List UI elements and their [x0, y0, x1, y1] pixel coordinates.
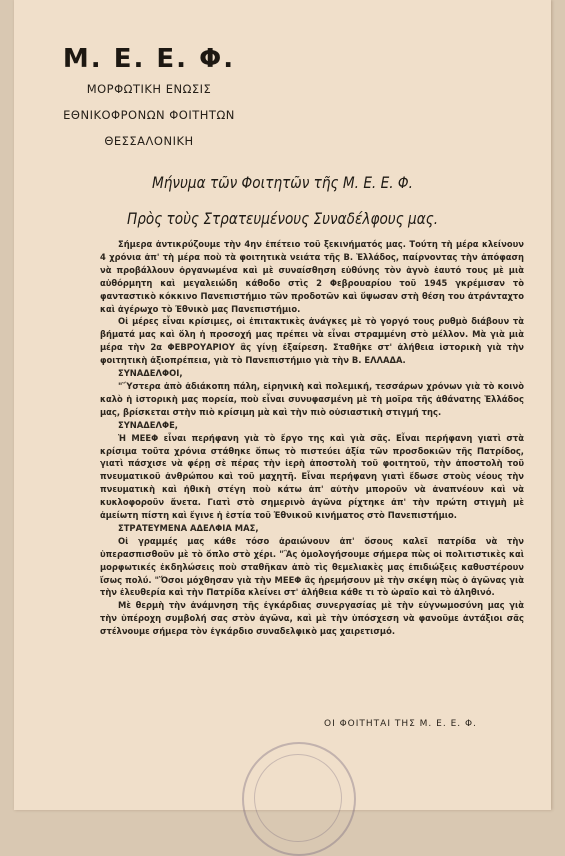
greeting-2: ΣΥΝΑΔΕΛΦΕ, — [118, 419, 178, 430]
organization-name: Μ. Ε. Ε. Φ. — [62, 44, 236, 74]
greeting-3: ΣΤΡΑΤΕΥΜΕΝΑ ΑΔΕΛΦΙΑ ΜΑΣ, — [118, 522, 259, 533]
paragraph-5: Οἱ γραμμές μας κάθε τόσο ἀραιώνουν ἀπ' ὅσους καλεῖ πατρίδα νὰ τὴν ὑπερασπισθοῦν μὲ τὸ ὅπλο στὸ χέρι. "Ἂς ὁμολογήσουμε σήμερα πὼς οἱ πολιτιστικὲς καὶ μορφωτικές ἐκδηλώσεις ποὺ σταθῆκαν ἀπὸ τὶς θεμελιακὲς μας ἐπιδιώξεις καθυστέρουν ἴσως πολύ. "Ὅσοι μόχθησαν γιὰ τὴν ΜΕΕΦ ἂς ἠρεμήσουν μὲ τὴν σκέψη πὼς ὁ ἀγῶνας γιὰ τὴν ἐλευθερία καὶ τὴν Πατρίδα κλείνει στ' ἀλήθεια κάθε τι τὸ ὡραῖο καὶ τὸ ἀληθινό. — [100, 535, 524, 598]
paragraph-2: Οἱ μέρες εἶναι κρίσιμες, οἱ ἐπιτακτικὲς ἀνάγκες μὲ τὸ γοργό τους ρυθμὸ διάβουν τὰ βήματά μας καὶ ὅλη ἡ προσοχή μας πρέπει νὰ εἶναι στραμμένη στὸ μέλλον. Μὰ γιὰ μιὰ μέρα τὴν 2α ΦΕΒΡΟΥΑΡΙΟΥ ἂς γίνῃ ἐξαίρεση. Σταθῆκε στ' ἀλήθεια ἱστορικὴ γιὰ τὴν φοιτητικὴ ἀξιοπρέπεια, γιὰ τὸ Πανεπιστήμιο γιὰ τὴν Β. ΕΛΛΑΔΑ. — [100, 316, 524, 366]
faded-stamp-inner-ring — [254, 754, 342, 842]
paragraph-6: Μὲ θερμὴ τὴν ἀνάμνηση τῆς ἐγκάρδιας συνεργασίας μὲ τὴν εὐγνωμοσύνη μας γιὰ τὴν ὑπέροχη συμβολή σας στὸν ἀγῶνα, καὶ μὲ τὴν ὑπόσχεση νὰ φανοῦμε ἀντάξιοι σᾶς στέλνουμε σήμερα τὸν ἐγκάρδιο συναδελφικὸ μας χαιρετισμό. — [100, 600, 524, 637]
organization-line-1: ΜΟΡΦΩΤΙΚΗ ΕΝΩΣΙΣ — [86, 82, 212, 96]
letter-page — [14, 0, 551, 810]
letter-body — [100, 238, 524, 638]
signature: ΟΙ ΦΟΙΤΗΤΑΙ ΤΗΣ Μ. Ε. Ε. Φ. — [324, 719, 477, 729]
paragraph-1: Σήμερα ἀντικρύζουμε τὴν 4ην ἐπέτειο τοῦ ξεκινήματός μας. Τούτη τὴ μέρα κλείνουν 4 χρόνια ἀπ' τὴ μέρα ποὺ τὰ φοιτητικὰ νειάτα τῆς Β. Ἑλλάδος, παίρνοντας τὴν ἀπόφαση νὰ προβάλλουν ὀργανωμένα καὶ μὲ συναίσθηση εὐθύνης τὸν ἁγνὸ ἑαυτό τους μὲ μιὰ αὐθόρμητη καὶ μεγαλειώδη κάθοδο στὶς 2 Φεβρουαρίου τοῦ 1945 γκρέμισαν τὸ φανταστικὸ κόκκινο Πανεπιστήμιο τῶν προδοτῶν καὶ ὕψωσαν στὴ θέση του ἀτράνταχτο καὶ ἀγέρωχο τὸ Ἐθνικὸ μας Πανεπιστήμιο. — [100, 239, 524, 314]
organization-city: ΘΕΣΣΑΛΟΝΙΚΗ — [104, 134, 194, 148]
paragraph-3: "Ὕστερα ἀπὸ ἀδιάκοπη πάλη, εἰρηνικὴ καὶ πολεμική, τεσσάρων χρόνων γιὰ τὸ κοινὸ καλὸ ἡ ἱστορικὴ μας πορεία, ποὺ εἶναι συνυφασμένη μὲ τὴ μοῖρα τῆς ἀθάνατης Ἑλλάδος μας, βρίσκεται στὴν πιὸ κρίσιμη μὰ καὶ τὴν πιὸ οὐσιαστικὴ στιγμή της. — [100, 380, 524, 417]
faded-stamp — [242, 742, 356, 856]
paragraph-4: Ἡ ΜΕΕΦ εἶναι περήφανη γιὰ τὸ ἔργο της καὶ γιὰ σᾶς. Εἶναι περήφανη γιατὶ στὰ κρίσιμα τοῦτα χρόνια στάθηκε ὅπως τὸ πιστεύει ἀξία τῶν προσδοκιῶν τῆς Πατρίδος, γιατὶ πάσχισε νὰ φέρῃ σὲ πέρας τὴν ἱερὴ ἀποστολὴ τοῦ φοιτητοῦ, τὴν ἀποστολὴ τοῦ πνευματικοῦ ἀνθρώπου καὶ τοῦ μαχητῆ. Εἶναι περήφανη γιατὶ ἔδωσε στοὺς νέους τὴν πνευματικὴ καὶ ἠθικὴ στέγη ποὺ κάτω ἀπ' αὐτὴν μποροῦν νὰ ἀναπνέουν καὶ νὰ κυκλοφοροῦν ἄνετα. Γιατὶ στὸ σημερινὸ ἀγῶνα ρίχτηκε ἀπ' τὴν πρώτη στιγμὴ μὲ ἀμείωτη πίστη καὶ ἔγινε ἡ ἑστία τοῦ Ἐθνικοῦ κινήματος στὸ Πανεπιστήμιο. — [100, 432, 524, 521]
letterhead — [14, 44, 284, 152]
greeting-1: ΣΥΝΑΔΕΛΦΟΙ, — [118, 368, 183, 379]
message-title: Μήνυμα τῶν Φοιτητῶν τῆς Μ. Ε. Ε. Φ. — [152, 174, 413, 192]
organization-line-2: ΕΘΝΙΚΟΦΡΟΝΩΝ ΦΟΙΤΗΤΩΝ — [63, 108, 235, 122]
message-subtitle: Πρὸς τοὺς Στρατευμένους Συναδέλφους μας. — [126, 210, 439, 228]
title-block — [14, 170, 551, 233]
